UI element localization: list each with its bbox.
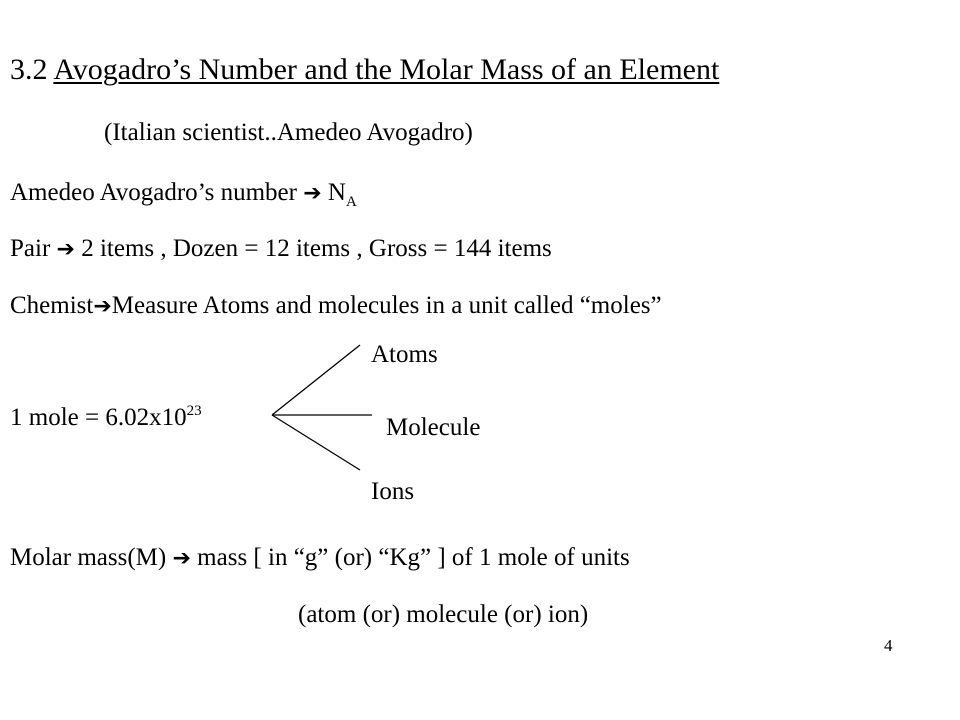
chemist-rest: Measure Atoms and molecules in a unit called “moles” — [111, 292, 662, 319]
arrow-icon: ➔ — [303, 181, 322, 206]
section-title-text: Avogadro’s Number and the Molar Mass of an Element — [53, 53, 720, 86]
molar-mass-line — [10, 543, 630, 574]
branch-molecule: Molecule — [386, 414, 481, 441]
na-symbol: $N_A$ — [327, 179, 357, 210]
pair-text: Pair — [10, 235, 51, 262]
chemist-text: Chemist — [10, 292, 94, 319]
subtitle: (Italian scientist..Amedeo Avogadro) — [104, 119, 473, 146]
molar-mass-label: Molar mass(M) — [10, 544, 167, 571]
mole-exponent: 23 — [186, 403, 202, 419]
arrow-icon: ➔ — [56, 237, 75, 262]
arrow-icon: ➔ — [172, 546, 191, 571]
page-number: 4 — [884, 636, 893, 655]
branch-line-ions — [272, 415, 360, 470]
arrow-icon: ➔ — [93, 294, 112, 319]
branch-atoms: Atoms — [371, 341, 438, 368]
molar-mass-units: (atom (or) molecule (or) ion) — [298, 601, 589, 628]
molar-mass-rest: mass [ in “g” (or) “Kg” ] of 1 mole of units — [197, 544, 630, 571]
branch-line-atoms — [272, 345, 360, 415]
mole-definition: 1 mole = $6.02x10^{23}$ — [10, 403, 202, 431]
avogadro-text: Amedeo Avogadro’s number — [10, 179, 297, 206]
pair-rest: 2 items , Dozen = 12 items , Gross = 144 items — [81, 235, 552, 262]
section-number: 3.2 — [10, 53, 48, 86]
branch-ions: Ions — [371, 478, 415, 505]
